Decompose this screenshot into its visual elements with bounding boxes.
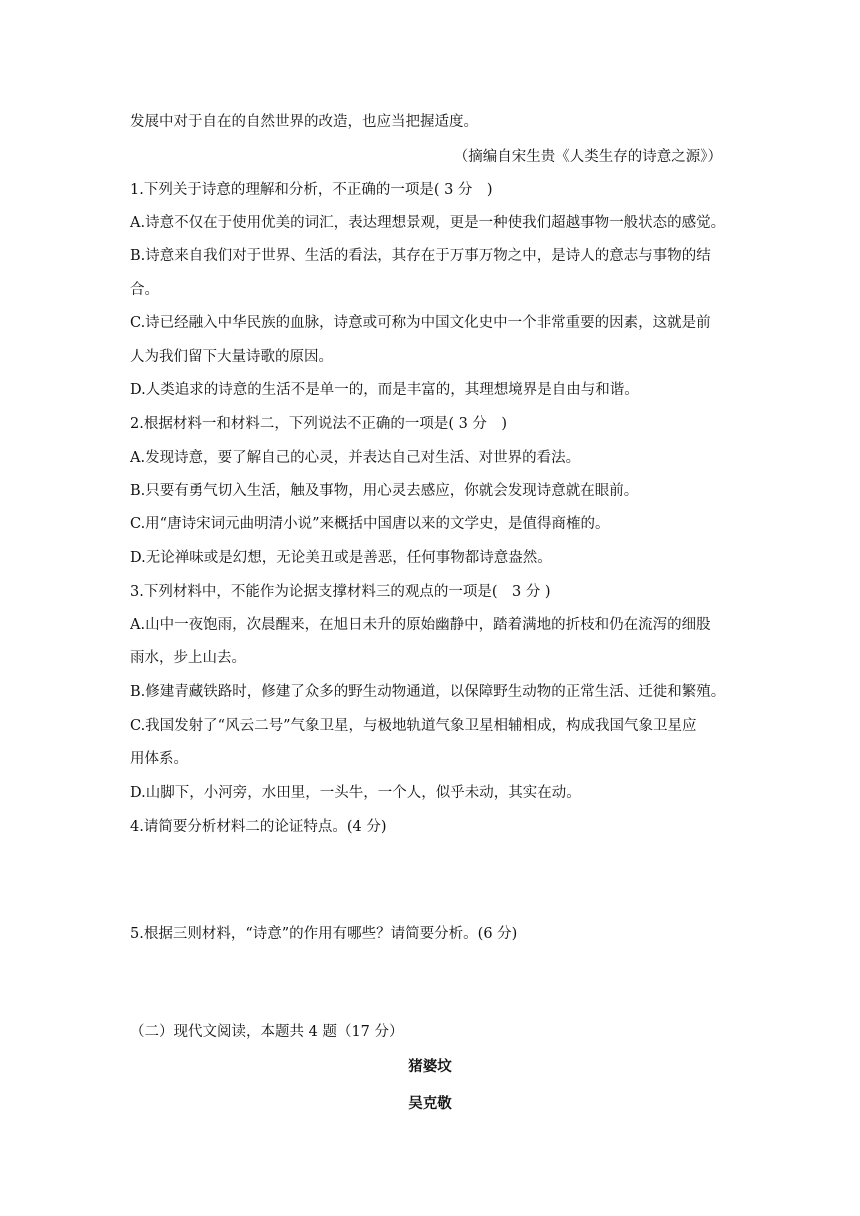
q2-option-d: D.无论禅味或是幻想，无论美丑或是善恶，任何事物都诗意盎然。 <box>130 550 552 566</box>
q2-option-c: C.用“唐诗宋词元曲明清小说”来概括中国唐以来的文学史，是值得商榷的。 <box>130 516 610 532</box>
q3-option-d: D.山脚下，小河旁，水田里，一头牛，一个人，似乎未动，其实在动。 <box>130 785 581 801</box>
section-heading: （二）现代文阅读，本题共 4 题（17 分） <box>130 1024 404 1040</box>
passage-last-line: 发展中对于自在的自然世界的改造，也应当把握适度。 <box>130 114 478 130</box>
q3-option-b: B.修建青藏铁路时，修建了众多的野生动物通道，以保障野生动物的正常生活、迁徙和繁殖。 <box>130 684 726 700</box>
question-1: 1.下列关于诗意的理解和分析，不正确的一项是( 3 分 ) <box>130 182 493 198</box>
q2-option-a: A.发现诗意，要了解自己的心灵，并表达自己对生活、对世界的看法。 <box>130 450 581 466</box>
q1-option-c: C.诗已经融入中华民族的血脉，诗意或可称为中国文化史中一个非常重要的因素，这就是前 <box>130 315 711 331</box>
article-title: 猪婆坟 <box>408 1058 452 1075</box>
q3-option-c-cont: 用体系。 <box>130 751 188 767</box>
q3-option-a: A.山中一夜饱雨，次晨醒来，在旭日未升的原始幽静中，踏着满地的折枝和仍在流泻的细股 <box>130 617 711 633</box>
q3-option-c: C.我国发射了“风云二号”气象卫星，与极地轨道气象卫星相辅相成，构成我国气象卫星应 <box>130 718 697 734</box>
q3-option-a-cont: 雨水，步上山去。 <box>130 650 246 666</box>
source-citation: （摘编自宋生贵《人类生存的诗意之源》） <box>453 149 722 165</box>
q2-option-b: B.只要有勇气切入生活，触及事物，用心灵去感应，你就会发现诗意就在眼前。 <box>130 483 639 499</box>
question-4: 4.请简要分析材料二的论证特点。(4 分) <box>130 819 387 835</box>
article-author: 吴克敬 <box>408 1095 452 1112</box>
question-5: 5.根据三则材料，“诗意”的作用有哪些？请简要分析。(6 分) <box>130 926 518 942</box>
q1-option-b-cont: 合。 <box>130 282 159 298</box>
q1-option-b: B.诗意来自我们对于世界、生活的看法，其存在于万事万物之中，是诗人的意志与事物的结 <box>130 248 711 264</box>
q1-option-c-cont: 人为我们留下大量诗歌的原因。 <box>130 349 333 365</box>
question-2: 2.根据材料一和材料二，下列说法不正确的一项是( 3 分 ) <box>130 416 508 432</box>
question-3: 3.下列材料中，不能作为论据支撑材料三的观点的一项是( 3 分 ) <box>130 584 551 600</box>
q1-option-a: A.诗意不仅在于使用优美的词汇，表达理想景观，更是一种使我们超越事物一般状态的感觉。 <box>130 215 726 231</box>
q1-option-d: D.人类追求的诗意的生活不是单一的，而是丰富的，其理想境界是自由与和谐。 <box>130 382 639 398</box>
